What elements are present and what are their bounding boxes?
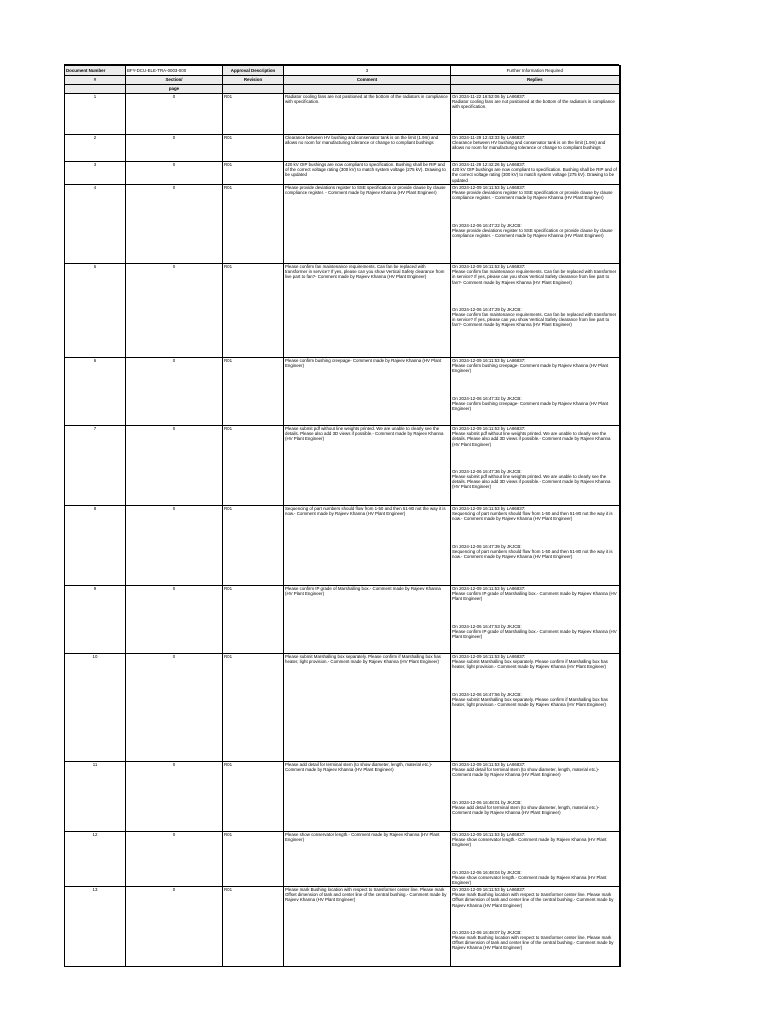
row-section: 0 [126, 94, 223, 135]
table-row [65, 654, 620, 762]
row-replies [451, 506, 620, 586]
table-row [65, 506, 620, 586]
row-replies [451, 762, 620, 832]
reply-entry: On 2024-12-06 16:48:01 by JKJCB: Please add detail for terminal stem (to show diameter, length, material etc.)- Comment made by Rajeev Khanna (HV Plant Engineer) [452, 799, 600, 816]
row-comment: Please show conservator length.- Comment made by Rajeev Khanna (HV Plant Engineer) [284, 832, 451, 887]
col-header-comment: Comment [284, 76, 451, 85]
row-number: 7 [65, 426, 126, 506]
reply-entry: On 2024-12-09 16:11:53 by LA86837: Please add detail for terminal stem (to show diameter, length, material etc.)- Comment made by Rajeev Khanna (HV Plant Engineer) [452, 762, 600, 778]
row-comment: Please add detail for terminal stem (to show diameter, length, material etc.)- Comment made by Rajeev Khanna (HV Plant Engineer) [284, 762, 451, 832]
row-section: 0 [126, 506, 223, 586]
column-header-row [65, 76, 620, 85]
row-number: 8 [65, 506, 126, 586]
row-revision: R01 [223, 358, 284, 426]
reply-entry: On 2024-12-09 16:11:53 by LA86837: Please confirm IP grade of Marshalling box.- Comment made by Rajeev Khanna (HV Plant Engineer) [452, 586, 617, 602]
col-header-num-cont [65, 85, 126, 94]
table-row [65, 264, 620, 358]
table-row [65, 887, 620, 967]
row-number: 4 [65, 185, 126, 264]
reply-entry: On 2024-12-09 16:11:53 by LA86837: Sequencing of part numbers should flow from 1-50 and then 51-80 not the way it is now.- Comment made by Rajeev Khanna (HV Plant Engineer) [452, 506, 613, 522]
col-header-section: Section/ [126, 76, 223, 85]
col-header-num: # [65, 76, 126, 85]
row-revision: R01 [223, 162, 284, 185]
reply-entry: On 2024-11-29 12:42:26 by LA86837: 420 kV OIP bushings are now compliant to specification. Bushing shall be RIP and of the correct voltage rating (300 kV) to match system voltage (275 kV). Drawing to be updated [452, 162, 617, 183]
row-replies [451, 358, 620, 426]
row-replies [451, 426, 620, 506]
reply-entry: On 2024-11-29 12:43:33 by LA86837: Clearance between HV bushing and conservator tank is on the limit (1.9m) and allows no room for manufacturing tolerance or change to compliant bushings [452, 135, 606, 151]
reply-entry: On 2024-12-09 16:11:53 by LA86837: Please confirm bushing creepage- Comment made by Rajeev Khanna (HV Plant Engineer) [452, 358, 609, 374]
row-section: 0 [126, 185, 223, 264]
row-section: 0 [126, 654, 223, 762]
doc-number-label: Document Number [65, 66, 126, 76]
row-comment: Please confirm fan maintenance requirements. Can fan be replaced with transformer in service? If yes, please can you show Vertical Safety clearance from live part to fan?- Comment made by Rajeev Khanna (HV Plant Engineer) [284, 264, 451, 358]
row-number: 11 [65, 762, 126, 832]
row-replies [451, 185, 620, 264]
reply-entry: On 2024-12-06 16:47:36 by JKJCB: Please submit pdf without line weights printed. We are unable to clearly see the details. Please also add 3D views if possible.- Comment made by Rajeev Khanna (HV Plant Engineer) [452, 468, 611, 490]
row-section: 0 [126, 426, 223, 506]
table-row [65, 135, 620, 162]
row-comment: Please confirm IP grade of Marshalling box.- Comment made by Rajeev Khanna (HV Plant Engineer) [284, 586, 451, 654]
reply-entry: On 2024-12-06 16:47:56 by JKJCB: Please submit Marshalling box separately. Please confirm if Marshalling box has heater, light provision.- Comment made by Rajeev Khanna (HV Plant Engineer) [452, 691, 608, 708]
row-revision: R01 [223, 135, 284, 162]
row-replies [451, 832, 620, 887]
row-replies [451, 135, 620, 162]
document-info-row [65, 66, 620, 76]
row-number: 12 [65, 832, 126, 887]
row-revision: R01 [223, 264, 284, 358]
row-number: 1 [65, 94, 126, 135]
table-row [65, 426, 620, 506]
row-revision: R01 [223, 887, 284, 967]
table-row [65, 358, 620, 426]
table-row [65, 162, 620, 185]
row-section: 0 [126, 162, 223, 185]
col-header-replies-cont [451, 85, 620, 94]
reply-entry: On 2024-12-06 16:47:22 by JKJCB: Please provide deviations register to SSE specification or provide clause by clause compliance register. - Comment made by Rajeev Khanna (HV Plant Engineer) [452, 222, 613, 239]
reply-entry: On 2024-12-09 16:11:53 by LA86837: Please show conservator length.- Comment made by Rajeev Khanna (HV Plant Engineer) [452, 832, 607, 848]
row-revision: R01 [223, 654, 284, 762]
row-replies [451, 586, 620, 654]
table-row [65, 762, 620, 832]
comment-register [64, 65, 619, 967]
row-comment: 420 kV OIP bushings are now compliant to specification. Bushing shall be RIP and of the correct voltage rating (300 kV) to match system voltage (275 kV). Drawing to be updated [284, 162, 451, 185]
reply-entry: On 2024-12-09 16:11:53 by LA86837: Please mark Bushing location with respect to transformer center line. Please mark Offset dimension of tank and center line of the central bushing.- Comment made by Rajeev Khanna (HV Plant Engineer) [452, 887, 614, 908]
row-section: 0 [126, 762, 223, 832]
reply-entry: On 2024-12-09 16:11:53 by LA86837: Please confirm fan maintenance requirements. Can fan be replaced with transformer in service? If yes, please can you show Vertical Safety clearance from live part to fan?- Comment made by Rajeev Khanna (HV Plant Engineer) [452, 264, 617, 285]
row-replies [451, 162, 620, 185]
row-section: 0 [126, 135, 223, 162]
col-header-revision: Revision [223, 76, 284, 85]
row-number: 13 [65, 887, 126, 967]
row-revision: R01 [223, 94, 284, 135]
reply-entry: On 2024-12-09 16:11:53 by LA86837: Please submit pdf without line weights printed. We are unable to clearly see the details. Please also add 3D views if possible.- Comment made by Rajeev Khanna (HV Plant Engineer) [452, 426, 611, 447]
row-comment: Radiator cooling fans are not positioned at the bottom of the radiators in compliance with specification. [284, 94, 451, 135]
row-comment: Please submit pdf without line weights printed. We are unable to clearly see the details. Please also add 3D views if possible.- Comment made by Rajeev Khanna (HV Plant Engineer) [284, 426, 451, 506]
row-comment: Sequencing of part numbers should flow from 1-50 and then 51-80 not the way it is now.- Comment made by Rajeev Khanna (HV Plant Engineer) [284, 506, 451, 586]
reply-entry: On 2024-12-06 16:47:32 by JKJCB: Please confirm bushing creepage- Comment made by Rajeev Khanna (HV Plant Engineer) [452, 395, 609, 412]
reply-entry: On 2024-12-06 16:48:04 by JKJCB: Please show conservator length.- Comment made by Rajeev Khanna (HV Plant Engineer) [452, 869, 607, 886]
col-header-section-cont: page [126, 85, 223, 94]
row-number: 5 [65, 264, 126, 358]
row-revision: R01 [223, 506, 284, 586]
row-number: 6 [65, 358, 126, 426]
column-header-row-2 [65, 85, 620, 94]
row-revision: R01 [223, 586, 284, 654]
table-row [65, 94, 620, 135]
reply-entry: On 2024-12-06 16:48:07 by JKJCB: Please mark Bushing location with respect to transformer center line. Please mark Offset dimension of tank and center line of the central bushing.- Comment made by Rajeev Khanna (HV Plant Engineer) [452, 929, 614, 951]
row-comment: Please submit Marshalling box separately. Please confirm if Marshalling box has heater, light provision.- Comment made by Rajeev Khanna (HV Plant Engineer) [284, 654, 451, 762]
row-number: 10 [65, 654, 126, 762]
row-replies [451, 654, 620, 762]
row-comment: Please mark Bushing location with respect to transformer center line. Please mark Offset dimension of tank and center line of the central bushing.- Comment made by Rajeev Khanna (HV Plant Engineer) [284, 887, 451, 967]
reply-entry: On 2024-12-06 16:47:29 by JKJCB: Please confirm fan maintenance requirements. Can fan be replaced with transformer in service? If yes, please can you show Vertical Safety clearance from live part to fan?- Comment made by Rajeev Khanna (HV Plant Engineer) [452, 306, 617, 328]
row-section: 0 [126, 358, 223, 426]
row-replies [451, 94, 620, 135]
row-section: 0 [126, 887, 223, 967]
row-replies [451, 887, 620, 967]
table-row [65, 185, 620, 264]
row-section: 0 [126, 586, 223, 654]
table-row [65, 586, 620, 654]
row-revision: R01 [223, 185, 284, 264]
approval-label: Approval Description [223, 66, 284, 76]
row-revision: R01 [223, 426, 284, 506]
reply-entry: On 2024-11-22 16:52:06 by LA86837: Radiator cooling fans are not positioned at the bottom of the radiators in compliance with specification. [452, 94, 615, 110]
row-comment: Please confirm bushing creepage- Comment made by Rajeev Khanna (HV Plant Engineer) [284, 358, 451, 426]
reply-entry: On 2024-12-06 16:47:39 by JKJCB: Sequencing of part numbers should flow from 1-50 and then 51-80 not the way it is now.- Comment made by Rajeev Khanna (HV Plant Engineer) [452, 543, 613, 560]
row-revision: R01 [223, 832, 284, 887]
table-row [65, 832, 620, 887]
col-header-revision-cont [223, 85, 284, 94]
col-header-replies: Replies [451, 76, 620, 85]
reply-entry: On 2024-12-09 16:11:53 by LA86837: Please submit Marshalling box separately. Please confirm if Marshalling box has heater, light provision.- Comment made by Rajeev Khanna (HV Plant Engineer) [452, 654, 608, 670]
row-revision: R01 [223, 762, 284, 832]
row-number: 9 [65, 586, 126, 654]
row-number: 3 [65, 162, 126, 185]
row-replies [451, 264, 620, 358]
col-header-comment-cont [284, 85, 451, 94]
status-value: Further Information Required [451, 66, 620, 76]
row-comment: Please provide deviations register to SSE specification or provide clause by clause compliance register. - Comment made by Rajeev Khanna (HV Plant Engineer) [284, 185, 451, 264]
row-number: 2 [65, 135, 126, 162]
row-comment: Clearance between HV bushing and conservator tank is on the limit (1.9m) and allows no room for manufacturing tolerance or change to compliant bushings [284, 135, 451, 162]
approval-value: 3 [284, 66, 451, 76]
doc-number-value: BFY-DCU-ELE-TRA-0003-000 [126, 66, 223, 76]
row-section: 0 [126, 264, 223, 358]
comment-table [64, 65, 621, 967]
reply-entry: On 2024-12-06 16:47:53 by JKJCB: Please confirm IP grade of Marshalling box.- Comment made by Rajeev Khanna (HV Plant Engineer) [452, 623, 617, 640]
reply-entry: On 2024-12-09 16:11:53 by LA86837: Please provide deviations register to SSE specification or provide clause by clause compliance register. - Comment made by Rajeev Khanna (HV Plant Engineer) [452, 185, 613, 201]
row-section: 0 [126, 832, 223, 887]
